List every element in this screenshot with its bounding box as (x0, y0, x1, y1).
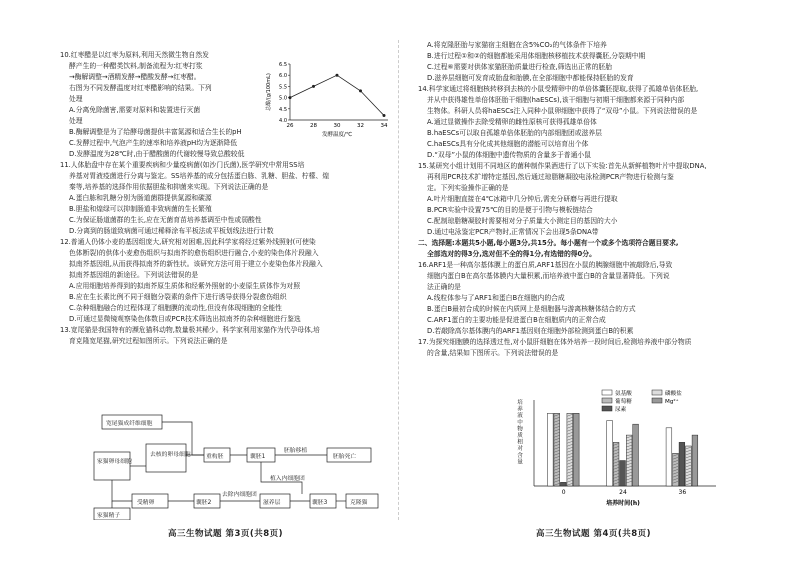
x-axis-label: 培养时间(h) (606, 500, 640, 507)
y-axis-label-char: 质 (517, 433, 523, 439)
q13-stem-line: 育克隆宽尾猫,研究过程如图所示。下列说法正确的是 (69, 337, 228, 345)
x-tick-label: 26 (286, 123, 294, 129)
y-axis-label-char: 液 (517, 413, 523, 420)
q12-stem-line: 拟南芥基因组的新途径。下列说法错误的是 (69, 271, 199, 279)
legend-swatch (602, 390, 612, 395)
question-17 (418, 337, 758, 359)
bar (633, 424, 639, 486)
question-13 (60, 325, 400, 347)
q14-stem-line: 并从中获得雄性单倍体胚胎干细胞(haESCs),该干细胞与初期干细胞都来源于同种内部 (427, 96, 685, 104)
y-axis-label-char: 量 (517, 459, 523, 466)
q12-option: C.杂种细胞融合的过程体现了细胞膜的流动性,但没有体现细胞的全能性 (69, 304, 282, 312)
legend-swatch (602, 398, 612, 403)
data-point (359, 89, 362, 92)
bar (679, 442, 685, 486)
y-axis-label-char: 含 (517, 452, 523, 459)
y-tick-label: 5.0 (279, 95, 287, 102)
legend-label: Mg²⁺ (665, 398, 679, 405)
x-tick-label: 24 (619, 489, 627, 496)
right-page (418, 40, 758, 359)
section-heading-line: 全部选对的得3分,选对但不全的得1分,有选错的得0分。 (427, 250, 596, 258)
q10-option: B.酶解调整是为了给酵母菌提供丰富氮源和适合生长的pH (69, 128, 242, 136)
right-page-footer: 高三生物试题 第4页(共8页) (536, 529, 652, 539)
y-axis-label-char: 培 (517, 400, 523, 406)
q16-option: D.若敲除高尔基体膜内的ARF1基因则在细胞外部检测到蛋白B的积累 (427, 327, 634, 335)
legend-swatch (602, 406, 612, 411)
q17-bar-chart (512, 386, 722, 518)
q10-line-chart (262, 58, 392, 140)
q12-option: A.应用细胞培养得到的拟南芥原生质体和经紫外照射的小麦原生质体作为对照 (69, 282, 300, 290)
data-point (383, 114, 386, 117)
q13-stem-line: 13.宽尾猫是我国特有的濒危猫科动物,数量极其稀少。科学家利用家猫作为代孕母体,培 (60, 326, 320, 334)
question-12 (60, 237, 400, 325)
q12-stem-line: 色体断裂)的供体小麦愈伤组织与拟南芥的愈伤组织进行融合,小麦的染色体片段融入 (69, 249, 319, 257)
q12-stem-line: 拟南芥基因组,从而获得拟南芥的新性状。该研究方法可用于建立小麦染色体片段融入 (69, 260, 323, 268)
q11-option: A.蛋白胨和乳糖分别为肠道菌群提供氮源和碳源 (69, 194, 212, 202)
diagram-label: 家猫卵母细胞 (97, 459, 132, 465)
question-16 (418, 260, 758, 337)
q15-option: C.配制琼脂糖凝胶时需要相对分子质量大小测定目的基因的大小 (427, 217, 618, 225)
y-tick-label: 4.0 (279, 118, 287, 124)
q10-stem-line: →酶解调整→酒精发酵→醋酸发酵→红枣醋。 (69, 73, 201, 81)
data-point (312, 85, 315, 88)
question-15 (418, 161, 758, 238)
diagram-label: 胚胎移植 (284, 448, 308, 454)
x-axis-label: 发酵温度/℃ (321, 132, 353, 138)
diagram-label: 囊胚2 (196, 500, 212, 506)
legend-label: 葡萄糖 (615, 398, 632, 405)
q13-flow-diagram (92, 412, 382, 520)
diagram-label: 囊胚3 (312, 500, 328, 506)
q17-stem-line: 17.为探究细胞膜的选择透过性,对小鼠肝细胞在体外培养一段时间后,检测培养液中部分物质 (418, 338, 692, 346)
bar (620, 461, 626, 486)
q15-option: A.叶片细胞直接在4℃冰箱中几分钟后,需充分研磨与再进行提取 (427, 195, 618, 203)
q12-option: B.应在生长素比例不同于细胞分裂素的条件下进行诱导获得分裂愈伤组织 (69, 293, 287, 301)
y-axis-label: 总酸/(g/100mL) (266, 73, 272, 111)
y-tick-label: 6.5 (279, 62, 287, 68)
q10-option: C.发酵过程中,气泡产生的速率和培养液pH均为逐渐降低 (69, 139, 238, 147)
bar (560, 482, 566, 486)
x-tick-label: 36 (678, 489, 687, 496)
diagram-arrow (162, 422, 204, 455)
q12-option: D.可通过显微镜观察染色体数目或PCR技术筛选出拟南芥的杂种细胞进行鉴选 (69, 315, 301, 323)
y-axis-label-char: 中 (517, 419, 523, 426)
diagram-label: 克隆猫 (350, 500, 368, 506)
question-14 (418, 84, 758, 161)
x-tick-label: 30 (333, 123, 341, 129)
data-point (289, 96, 292, 99)
section-2-heading (418, 238, 758, 260)
diagram-label: 重构胚 (206, 454, 224, 460)
y-tick-label: 6.0 (279, 73, 287, 80)
q14-option: D.“双母”小鼠的体细胞中遗传物质的含量多于普通小鼠 (427, 151, 591, 159)
y-tick-label: 4.5 (279, 106, 287, 113)
q11-stem-line: 秦等,培养基的选择作用依据胆盐和抑菌来实现。下列说法正确的是 (69, 183, 269, 191)
q16-stem-line: 细胞内蛋白B在高尔基体膜内大量积累,而培养液中蛋白B的含量显著降低。下列说 (427, 272, 670, 280)
q10-option: 处理 (69, 117, 83, 125)
q17-stem-line: 的含量,结果如下图所示。下列说法错误的是 (427, 349, 559, 357)
diagram-label: 受精卵 (137, 500, 155, 506)
q14-option: B.haESCs可以取自孤雄单倍体胚胎的内部细胞团或滋养层 (427, 129, 602, 137)
q15-option: D.通过电泳鉴定PCR产物时,正常情况下会出现5条DNA带 (427, 228, 599, 236)
diagram-label: 植入内细胞团 (270, 476, 305, 482)
q11-option: D.分离到的肠道致病菌可通过稀释涂布平板法或平板划线法进行计数 (69, 227, 274, 235)
diagram-label: 囊胚1 (250, 454, 266, 460)
question-11 (60, 160, 400, 237)
y-axis-label-char: 物 (517, 426, 523, 433)
q13-option: C.过程⑥需要对供体家猫胚胎质量进行检查,筛选出正常的胚胎 (427, 63, 613, 71)
diagram-label: 去除内细胞团 (222, 492, 257, 498)
legend-label: 磷酸盐 (665, 390, 682, 397)
y-axis-label-char: 对 (517, 446, 523, 453)
diagram-label: 宽尾猫成纤维细胞 (106, 421, 153, 427)
y-axis-label-char: 养 (517, 406, 523, 413)
diagram-label: 滋养层 (263, 500, 281, 506)
q14-stem-line: 14.科学家通过将细胞核转移到去核的小鼠受精卵中的单倍体囊胚提取,获得了孤雄单倍体胚胎, (418, 85, 699, 93)
section-heading-line: 二、选择题:本题共5小题,每小题3分,共15分。每小题有一个或多个选项符合题目要求, (418, 239, 679, 247)
diagram-label: 家猫精子 (97, 513, 121, 519)
q11-stem-line: 养基对胃液疫菌进行分离与鉴定。SS培养基的成分包括蛋白胨、乳糖、胆盐、柠檬、煌 (69, 172, 330, 180)
q15-option: B.PCR实验中设置75℃的目的是便于引物与模板链结合 (427, 206, 593, 214)
q15-stem-line: 15.某研究小组计划用不同地区的菌种制作果酒进行了以下实验:首先从新鲜植物叶片中提取DNA, (418, 162, 707, 170)
q16-option: B.蛋白B最初合成的时候在内质网上是细胞器与游离核糖体结合的方式 (427, 305, 636, 313)
legend-swatch (652, 398, 662, 403)
q11-option: C.为保证肠道菌群的生长,应在无菌育苗培养基调至中性或弱酸性 (69, 216, 262, 224)
q10-option: A.分离免除菌害,需要对原料和装置进行灭菌 (69, 106, 201, 114)
legend-label: 氨基酸 (615, 390, 632, 397)
q14-stem-line: 生物体。科研人员将haESCs注入同种小鼠卵细胞中获得了“双母”小鼠。下列说法错误的是 (427, 107, 698, 115)
q16-stem-line: 法正确的是 (427, 283, 461, 291)
diagram-label: 胚胎死亡 (333, 454, 357, 460)
bar (666, 428, 672, 486)
q10-stem-line: 右图为不同发酵温度对红枣醋影响的结果。下列 (69, 84, 212, 92)
x-tick-label: 34 (380, 123, 388, 129)
bar (547, 413, 553, 486)
diagram-box-oocyte (94, 452, 130, 480)
q15-stem-line: 再利用PCR技术扩增特定基因,然后通过琼脂糖凝胶电泳检测PCR产物进行检测与鉴 (427, 173, 674, 181)
left-page-footer: 高三生物试题 第3页(共8页) (168, 529, 284, 539)
legend-swatch (652, 390, 662, 395)
bar (573, 413, 579, 486)
q10-stem-line: 处理 (69, 95, 83, 103)
q14-option: C.haESCs具有分化成其他细胞的潜能可以培育出个体 (427, 140, 589, 148)
q12-stem-line: 12.普通人仍体小麦的基因组庞大,研究相对困难,因此科学家将经过紫外线照射(可使染 (60, 238, 316, 246)
q13-options-cont (418, 40, 758, 84)
q13-option: D.滋养层细胞可发育成胎盘和胎膜,在全部细胞中都能保持胚胎的发育 (427, 74, 634, 82)
q16-option: A.线粒体参与了ARF1和蛋白B在细胞内的合成 (427, 294, 565, 302)
x-tick-label: 0 (561, 489, 566, 496)
bar (692, 435, 698, 486)
x-tick-label: 32 (357, 123, 364, 129)
diagram-label: 去核的卵母细胞 (150, 452, 191, 458)
q13-option: B.进行过程①和②的细胞都能采用体细胞核移植技术获得囊胚,分裂期中期 (427, 52, 646, 60)
diagram-box-enucleated (146, 444, 186, 472)
q16-option: C.ARF1蛋白的主要功能是促进蛋白B在细胞质内的正常合成 (427, 316, 606, 324)
x-tick-label: 28 (310, 123, 317, 129)
q13-option: A.将克隆胚胎与家猫宿主细胞在含5%CO₂的气体条件下培养 (427, 41, 607, 49)
q10-stem-line: 10.红枣醋是以红枣为原料,利用天然微生物自然发 (60, 51, 209, 59)
data-point (336, 74, 339, 77)
q15-stem-line: 定。下列实验操作正确的是 (427, 184, 509, 192)
diagram-arrow (112, 480, 132, 501)
y-tick-label: 5.5 (279, 84, 287, 91)
q10-option: D.发酵温度为28℃时,由于醋酸菌的代谢较慢导致总酸较低 (69, 150, 245, 158)
q14-option: A.通过显微操作去除受精卵的雌性原核可获得孤雄单倍体 (427, 118, 597, 126)
q10-stem-line: 酵产生的一种醋类饮料,制备流程为:红枣打浆 (69, 62, 203, 70)
bar (607, 421, 613, 486)
legend-label: 尿素 (615, 406, 627, 413)
q11-stem-line: 11.人体胎盘中存在某个重要疾病和少量疫病菌(如沙门氏菌),医学研究中常用SS培 (60, 161, 305, 169)
q11-option: B.胆盐和煌绿可以抑制肠道非致病菌的生长繁殖 (69, 205, 212, 213)
q16-stem-line: 16.ARF1是一种高尔基体膜上的蛋白质,ARF1基因在小鼠的胰腺细胞中被敲除后,导致 (418, 261, 673, 269)
data-line (290, 75, 384, 115)
y-axis-label-char: 相 (517, 439, 523, 446)
